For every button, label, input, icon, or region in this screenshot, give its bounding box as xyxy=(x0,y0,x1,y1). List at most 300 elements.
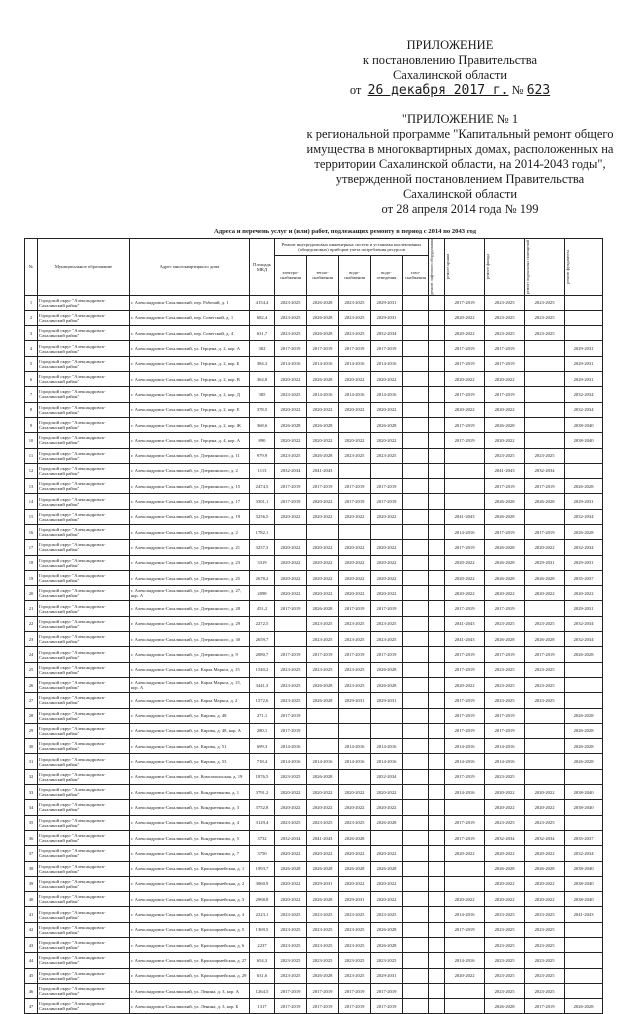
lift-cell xyxy=(429,693,445,708)
municipality-cell: Городской округ "Александровск-Сахалинский район" xyxy=(38,540,130,555)
municipality-cell: Городской округ "Александровск-Сахалинский район" xyxy=(38,524,130,539)
area-cell: 1540,2 xyxy=(250,662,275,677)
vodo-cell: 2014-2016 xyxy=(339,356,371,371)
teplo-cell: 2020-2022 xyxy=(307,846,339,861)
vodootv-cell: 2017-2019 xyxy=(371,983,403,998)
basement-cell xyxy=(525,769,565,784)
electro-cell: 2023-2025 xyxy=(275,968,307,983)
gaz-cell xyxy=(403,739,429,754)
roof-cell: 2017-2019 xyxy=(445,922,485,937)
date-prefix: от xyxy=(349,83,362,97)
teplo-cell: 2026-2028 xyxy=(307,448,339,463)
gaz-cell xyxy=(403,417,429,432)
basement-cell: 2020-2022 xyxy=(525,586,565,601)
electro-cell: 2023-2025 xyxy=(275,662,307,677)
col-header-vodo: водо-снабжения xyxy=(339,256,371,295)
facade-cell: 2023-2025 xyxy=(485,448,525,463)
roof-cell xyxy=(445,861,485,876)
lift-cell xyxy=(429,372,445,387)
gaz-cell xyxy=(403,586,429,601)
municipality-cell: Городской округ "Александровск-Сахалинский район" xyxy=(38,739,130,754)
area-cell: 1369,5 xyxy=(250,922,275,937)
row-number: 19 xyxy=(25,570,38,585)
gaz-cell xyxy=(403,402,429,417)
facade-cell: 2017-2019 xyxy=(485,723,525,738)
electro-cell: 2017-2019 xyxy=(275,708,307,723)
col-header-address: Адрес многоквартирного дома xyxy=(130,239,250,296)
municipality-cell: Городской округ "Александровск-Сахалинский район" xyxy=(38,861,130,876)
municipality-cell: Городской округ "Александровск-Сахалинский район" xyxy=(38,830,130,845)
teplo-cell: 2023-2025 xyxy=(307,922,339,937)
teplo-cell: 2023-2025 xyxy=(307,616,339,631)
col-header-municipality: Муниципальное образование xyxy=(38,239,130,296)
table-row xyxy=(25,479,603,494)
table-row xyxy=(25,341,603,356)
facade-cell: 2023-2025 xyxy=(485,983,525,998)
municipality-cell: Городской округ "Александровск-Сахалинский район" xyxy=(38,372,130,387)
facade-cell: 2023-2025 xyxy=(485,677,525,692)
facade-cell: 2020-2022 xyxy=(485,876,525,891)
facade-cell: 2023-2025 xyxy=(485,922,525,937)
electro-cell: 2020-2022 xyxy=(275,800,307,815)
roof-cell: 2017-2019 xyxy=(445,387,485,402)
table-row xyxy=(25,830,603,845)
roof-cell xyxy=(445,448,485,463)
electro-cell: 2023-2025 xyxy=(275,938,307,953)
facade-cell: 2023-2025 xyxy=(485,907,525,922)
lift-cell xyxy=(429,723,445,738)
gaz-cell xyxy=(403,693,429,708)
electro-cell: 2017-2019 xyxy=(275,479,307,494)
gaz-cell xyxy=(403,540,429,555)
vodootv-cell: 2020-2022 xyxy=(371,846,403,861)
address-cell: г. Александровск-Сахалинский, ул. Герцена, д. 2, кор. Б xyxy=(130,356,250,371)
area-cell: 385 xyxy=(250,387,275,402)
table-row xyxy=(25,433,603,448)
roof-cell xyxy=(445,479,485,494)
vodo-cell: 2023-2025 xyxy=(339,815,371,830)
electro-cell: 2026-2028 xyxy=(275,861,307,876)
vodootv-cell: 2026-2028 xyxy=(371,861,403,876)
basement-cell: 2026-2028 xyxy=(525,861,565,876)
electro-cell: 2014-2016 xyxy=(275,356,307,371)
vodo-cell xyxy=(339,463,371,478)
electro-cell xyxy=(275,524,307,539)
gaz-cell xyxy=(403,524,429,539)
area-cell: 2080,7 xyxy=(250,647,275,662)
table-row xyxy=(25,647,603,662)
address-cell: г. Александровск-Сахалинский, ул. Кирова, д. 48, кор. А xyxy=(130,723,250,738)
facade-cell: 2023-2025 xyxy=(485,295,525,310)
row-number: 17 xyxy=(25,540,38,555)
row-number: 43 xyxy=(25,938,38,953)
lift-cell xyxy=(429,800,445,815)
foundation-cell xyxy=(565,310,603,325)
address-cell: г. Александровск-Сахалинский, ул. Дзержинского, д. 17 xyxy=(130,494,250,509)
address-cell: г. Александровск-Сахалинский, ул. Кирова, д. 53 xyxy=(130,754,250,769)
foundation-cell: 2026-2028 xyxy=(565,524,603,539)
area-cell: 682,4 xyxy=(250,310,275,325)
teplo-cell: 2023-2025 xyxy=(307,953,339,968)
lift-cell xyxy=(429,479,445,494)
municipality-cell: Городской округ "Александровск-Сахалинский район" xyxy=(38,999,130,1014)
facade-cell: 2020-2022 xyxy=(485,785,525,800)
foundation-cell xyxy=(565,693,603,708)
municipality-cell: Городской округ "Александровск-Сахалинский район" xyxy=(38,448,130,463)
table-row xyxy=(25,922,603,937)
electro-cell: 2026-2028 xyxy=(275,417,307,432)
teplo-cell: 2026-2028 xyxy=(307,861,339,876)
gaz-cell xyxy=(403,999,429,1014)
foundation-cell: 2032-2034 xyxy=(565,540,603,555)
row-number: 26 xyxy=(25,677,38,692)
facade-cell: 2026-2028 xyxy=(485,632,525,647)
municipality-cell: Городской округ "Александровск-Сахалинский район" xyxy=(38,463,130,478)
foundation-cell: 2029-2031 xyxy=(565,494,603,509)
municipality-cell: Городской округ "Александровск-Сахалинский район" xyxy=(38,647,130,662)
roof-cell: 2020-2022 xyxy=(445,555,485,570)
table-row xyxy=(25,601,603,616)
electro-cell: 2020-2022 xyxy=(275,433,307,448)
row-number: 12 xyxy=(25,463,38,478)
row-number: 33 xyxy=(25,785,38,800)
address-cell: г. Александровск-Сахалинский, ул. Дзержинского, д. 27, кор. А xyxy=(130,586,250,601)
gaz-cell xyxy=(403,387,429,402)
address-cell: г. Александровск-Сахалинский, пер. Советский, д. 4 xyxy=(130,326,250,341)
area-cell: 302 xyxy=(250,341,275,356)
address-cell: г. Александровск-Сахалинский, ул. Герцена, д. 2, кор. Ж xyxy=(130,417,250,432)
area-cell: 3732 xyxy=(250,830,275,845)
address-cell: г. Александровск-Сахалинский, ул. Кондратенкова, д. 5 xyxy=(130,830,250,845)
row-number: 15 xyxy=(25,509,38,524)
table-row xyxy=(25,356,603,371)
basement-cell: 2023-2025 xyxy=(525,983,565,998)
lift-cell xyxy=(429,830,445,845)
annex-header xyxy=(290,112,630,217)
roof-cell: 2014-2016 xyxy=(445,953,485,968)
vodootv-cell xyxy=(371,524,403,539)
table-row xyxy=(25,402,603,417)
electro-cell: 2023-2025 xyxy=(275,907,307,922)
address-cell: г. Александровск-Сахалинский, ул. Дзержинского, д. 11 xyxy=(130,448,250,463)
area-cell: 3257,3 xyxy=(250,540,275,555)
lift-cell xyxy=(429,953,445,968)
facade-cell: 2023-2025 xyxy=(485,815,525,830)
lift-cell xyxy=(429,341,445,356)
electro-cell: 2014-2016 xyxy=(275,739,307,754)
table-body xyxy=(25,295,603,1014)
annex-line: "ПРИЛОЖЕНИЕ № 1 xyxy=(401,112,519,126)
vodootv-cell: 2017-2019 xyxy=(371,479,403,494)
header-date-line xyxy=(330,83,570,98)
vodo-cell: 2023-2025 xyxy=(339,953,371,968)
basement-cell: 2023-2025 xyxy=(525,907,565,922)
electro-cell: 2020-2022 xyxy=(275,876,307,891)
table-row xyxy=(25,540,603,555)
address-cell: г. Александровск-Сахалинский, ул. Ленина, д. 3, кор. Б xyxy=(130,999,250,1014)
area-cell: 718,4 xyxy=(250,754,275,769)
municipality-cell: Городской округ "Александровск-Сахалинский район" xyxy=(38,907,130,922)
foundation-cell xyxy=(565,815,603,830)
electro-cell xyxy=(275,632,307,647)
address-cell: г. Александровск-Сахалинский, ул. Герцена, д. 2, кор. Е xyxy=(130,402,250,417)
table-row xyxy=(25,693,603,708)
vodootv-cell: 2026-2028 xyxy=(371,938,403,953)
facade-cell: 2026-2028 xyxy=(485,555,525,570)
gaz-cell xyxy=(403,448,429,463)
vodootv-cell: 2026-2028 xyxy=(371,922,403,937)
basement-cell xyxy=(525,509,565,524)
foundation-cell xyxy=(565,662,603,677)
address-cell: г. Александровск-Сахалинский, ул. Дзержинского, д. 28 xyxy=(130,601,250,616)
table-row xyxy=(25,662,603,677)
vodootv-cell: 2023-2025 xyxy=(371,448,403,463)
foundation-cell: 2032-2034 xyxy=(565,387,603,402)
foundation-cell: 2032-2034 xyxy=(565,632,603,647)
col-header-facade xyxy=(485,239,525,296)
basement-cell: 2023-2025 xyxy=(525,815,565,830)
basement-cell: 2023-2025 xyxy=(525,662,565,677)
gaz-cell xyxy=(403,509,429,524)
facade-cell: 2023-2025 xyxy=(485,662,525,677)
electro-cell: 2020-2022 xyxy=(275,509,307,524)
teplo-cell: 2026-2028 xyxy=(307,892,339,907)
municipality-cell: Городской округ "Александровск-Сахалинский район" xyxy=(38,769,130,784)
address-cell: г. Александровск-Сахалинский, пер. Советский, д. 1 xyxy=(130,310,250,325)
row-number: 42 xyxy=(25,922,38,937)
table-row xyxy=(25,708,603,723)
electro-cell: 2023-2025 xyxy=(275,326,307,341)
lift-cell xyxy=(429,999,445,1014)
vodootv-cell: 2017-2019 xyxy=(371,647,403,662)
teplo-cell: 2026-2028 xyxy=(307,693,339,708)
roof-cell: 2020-2022 xyxy=(445,570,485,585)
vodo-cell xyxy=(339,723,371,738)
area-cell: 890 xyxy=(250,433,275,448)
lift-cell xyxy=(429,739,445,754)
facade-cell: 2023-2025 xyxy=(485,616,525,631)
foundation-cell: 2020-2022 xyxy=(565,586,603,601)
foundation-cell xyxy=(565,463,603,478)
electro-cell: 2017-2019 xyxy=(275,723,307,738)
area-cell: 1993,7 xyxy=(250,861,275,876)
vodo-cell: 2023-2025 xyxy=(339,632,371,647)
facade-cell: 2023-2025 xyxy=(485,326,525,341)
foundation-cell: 2026-2028 xyxy=(565,708,603,723)
gaz-cell xyxy=(403,922,429,937)
teplo-cell: 2026-2028 xyxy=(307,968,339,983)
roof-cell xyxy=(445,800,485,815)
teplo-cell: 2023-2025 xyxy=(307,662,339,677)
teplo-cell: 2020-2022 xyxy=(307,570,339,585)
address-cell: г. Александровск-Сахалинский, ул. Дзержинского, д. 2 xyxy=(130,524,250,539)
table-row xyxy=(25,555,603,570)
lift-cell xyxy=(429,448,445,463)
table-row xyxy=(25,968,603,983)
area-cell: 2098 xyxy=(250,586,275,601)
basement-cell: 2017-2019 xyxy=(525,647,565,662)
basement-cell xyxy=(525,754,565,769)
vodootv-cell: 2017-2019 xyxy=(371,494,403,509)
area-cell: 2474,5 xyxy=(250,479,275,494)
address-cell: г. Александровск-Сахалинский, ул. Герцена, д. 2, кор. Д xyxy=(130,387,250,402)
foundation-cell xyxy=(565,938,603,953)
area-cell: 631,7 xyxy=(250,326,275,341)
roof-cell: 2041-2043 xyxy=(445,632,485,647)
teplo-cell: 2017-2019 xyxy=(307,647,339,662)
lift-cell xyxy=(429,295,445,310)
basement-cell: 2023-2025 xyxy=(525,310,565,325)
municipality-cell: Городской округ "Александровск-Сахалинский район" xyxy=(38,586,130,601)
area-cell: 378,5 xyxy=(250,402,275,417)
row-number: 7 xyxy=(25,387,38,402)
municipality-cell: Городской округ "Александровск-Сахалинский район" xyxy=(38,356,130,371)
electro-cell: 2032-2034 xyxy=(275,463,307,478)
facade-cell: 2017-2019 xyxy=(485,479,525,494)
address-cell: г. Александровск-Сахалинский, ул. Красноармейская, д. 2 xyxy=(130,876,250,891)
facade-cell: 2023-2025 xyxy=(485,693,525,708)
vodootv-cell: 2017-2019 xyxy=(371,601,403,616)
electro-cell: 2017-2019 xyxy=(275,341,307,356)
roof-cell xyxy=(445,938,485,953)
roof-cell xyxy=(445,999,485,1014)
teplo-cell xyxy=(307,708,339,723)
vodootv-cell: 2020-2022 xyxy=(371,800,403,815)
vodootv-cell xyxy=(371,830,403,845)
roof-cell xyxy=(445,494,485,509)
address-cell: г. Александровск-Сахалинский, ул. Карла Маркса, д. 15 xyxy=(130,662,250,677)
roof-cell: 2017-2019 xyxy=(445,662,485,677)
vodo-cell: 2023-2025 xyxy=(339,907,371,922)
facade-cell: 2032-2034 xyxy=(485,830,525,845)
row-number: 14 xyxy=(25,494,38,509)
lift-cell xyxy=(429,876,445,891)
row-number: 9 xyxy=(25,417,38,432)
area-cell: 3752,8 xyxy=(250,800,275,815)
vodootv-cell: 2032-2034 xyxy=(371,326,403,341)
roof-cell: 2017-2019 xyxy=(445,540,485,555)
vodo-cell: 2017-2019 xyxy=(339,479,371,494)
table-row xyxy=(25,785,603,800)
area-cell: 3791,2 xyxy=(250,785,275,800)
gaz-cell xyxy=(403,785,429,800)
teplo-cell: 2020-2022 xyxy=(307,555,339,570)
table-row xyxy=(25,372,603,387)
roof-cell: 2017-2019 xyxy=(445,417,485,432)
basement-cell: 2017-2019 xyxy=(525,524,565,539)
vodootv-cell: 2026-2028 xyxy=(371,677,403,692)
roof-cell: 2017-2019 xyxy=(445,647,485,662)
table-row xyxy=(25,387,603,402)
roof-cell: 2020-2022 xyxy=(445,586,485,601)
foundation-label: ремонт фундамента xyxy=(565,249,571,284)
table-row xyxy=(25,570,603,585)
vodootv-cell: 2026-2028 xyxy=(371,662,403,677)
col-header-basement xyxy=(525,239,565,296)
lift-cell xyxy=(429,402,445,417)
teplo-cell: 2020-2022 xyxy=(307,494,339,509)
roof-cell: 2017-2019 xyxy=(445,693,485,708)
header-line: к постановлению Правительства xyxy=(362,53,538,67)
electro-cell: 2017-2019 xyxy=(275,601,307,616)
address-cell: г. Александровск-Сахалинский, ул. Красноармейская, д. 6 xyxy=(130,938,250,953)
basement-cell: 2023-2025 xyxy=(525,693,565,708)
roof-cell: 2017-2019 xyxy=(445,601,485,616)
foundation-cell: 2041-2043 xyxy=(565,907,603,922)
row-number: 45 xyxy=(25,968,38,983)
electro-cell: 2020-2022 xyxy=(275,570,307,585)
lift-cell xyxy=(429,754,445,769)
area-cell: 3301,1 xyxy=(250,494,275,509)
foundation-cell: 2038-2040 xyxy=(565,433,603,448)
electro-cell: 2023-2025 xyxy=(275,769,307,784)
area-cell: 3256,5 xyxy=(250,509,275,524)
col-header-vodootv: водо-отведения xyxy=(371,256,403,295)
table-row xyxy=(25,800,603,815)
area-cell: 2223,1 xyxy=(250,907,275,922)
area-cell: 2678,2 xyxy=(250,570,275,585)
col-header-lift xyxy=(429,239,445,296)
address-cell: г. Александровск-Сахалинский, ул. Ленина, д. 3, кор. А xyxy=(130,983,250,998)
basement-cell: 2026-2028 xyxy=(525,632,565,647)
lift-cell xyxy=(429,326,445,341)
basement-cell: 2020-2022 xyxy=(525,800,565,815)
basement-cell xyxy=(525,387,565,402)
row-number: 31 xyxy=(25,754,38,769)
address-cell: г. Александровск-Сахалинский, ул. Комсомольская, д. 19 xyxy=(130,769,250,784)
table-row xyxy=(25,754,603,769)
facade-cell: 2020-2022 xyxy=(485,372,525,387)
vodootv-cell: 2020-2022 xyxy=(371,892,403,907)
basement-cell xyxy=(525,372,565,387)
foundation-cell: 2026-2028 xyxy=(565,647,603,662)
basement-cell: 2023-2025 xyxy=(525,922,565,937)
area-cell: 3319 xyxy=(250,555,275,570)
electro-cell: 2020-2022 xyxy=(275,892,307,907)
address-cell: г. Александровск-Сахалинский, ул. Кондратенкова, д. 4 xyxy=(130,815,250,830)
vodootv-cell: 2029-2031 xyxy=(371,295,403,310)
basement-cell: 2020-2022 xyxy=(525,785,565,800)
facade-cell: 2023-2025 xyxy=(485,310,525,325)
vodootv-cell xyxy=(371,708,403,723)
electro-cell: 2014-2016 xyxy=(275,754,307,769)
roof-cell: 2020-2022 xyxy=(445,372,485,387)
roof-cell: 2014-2016 xyxy=(445,754,485,769)
facade-cell: 2026-2028 xyxy=(485,999,525,1014)
gaz-cell xyxy=(403,479,429,494)
basement-cell: 2020-2022 xyxy=(525,876,565,891)
foundation-cell: 2029-2031 xyxy=(565,372,603,387)
teplo-cell: 2026-2028 xyxy=(307,372,339,387)
annex-line: к региональной программе "Капитальный ремонт общего xyxy=(306,127,614,141)
electro-cell: 2017-2019 xyxy=(275,983,307,998)
address-cell: г. Александровск-Сахалинский, ул. Дзержинского, д. 29 xyxy=(130,616,250,631)
row-number: 4 xyxy=(25,341,38,356)
row-number: 44 xyxy=(25,953,38,968)
lift-cell xyxy=(429,555,445,570)
row-number: 16 xyxy=(25,524,38,539)
repair-schedule-table xyxy=(24,238,602,1012)
teplo-cell: 2026-2028 xyxy=(307,295,339,310)
teplo-cell: 2023-2025 xyxy=(307,632,339,647)
row-number: 36 xyxy=(25,830,38,845)
foundation-cell: 2038-2040 xyxy=(565,785,603,800)
area-cell: 2237 xyxy=(250,938,275,953)
facade-cell: 2026-2028 xyxy=(485,861,525,876)
table-row xyxy=(25,586,603,601)
gaz-cell xyxy=(403,570,429,585)
row-number: 23 xyxy=(25,632,38,647)
